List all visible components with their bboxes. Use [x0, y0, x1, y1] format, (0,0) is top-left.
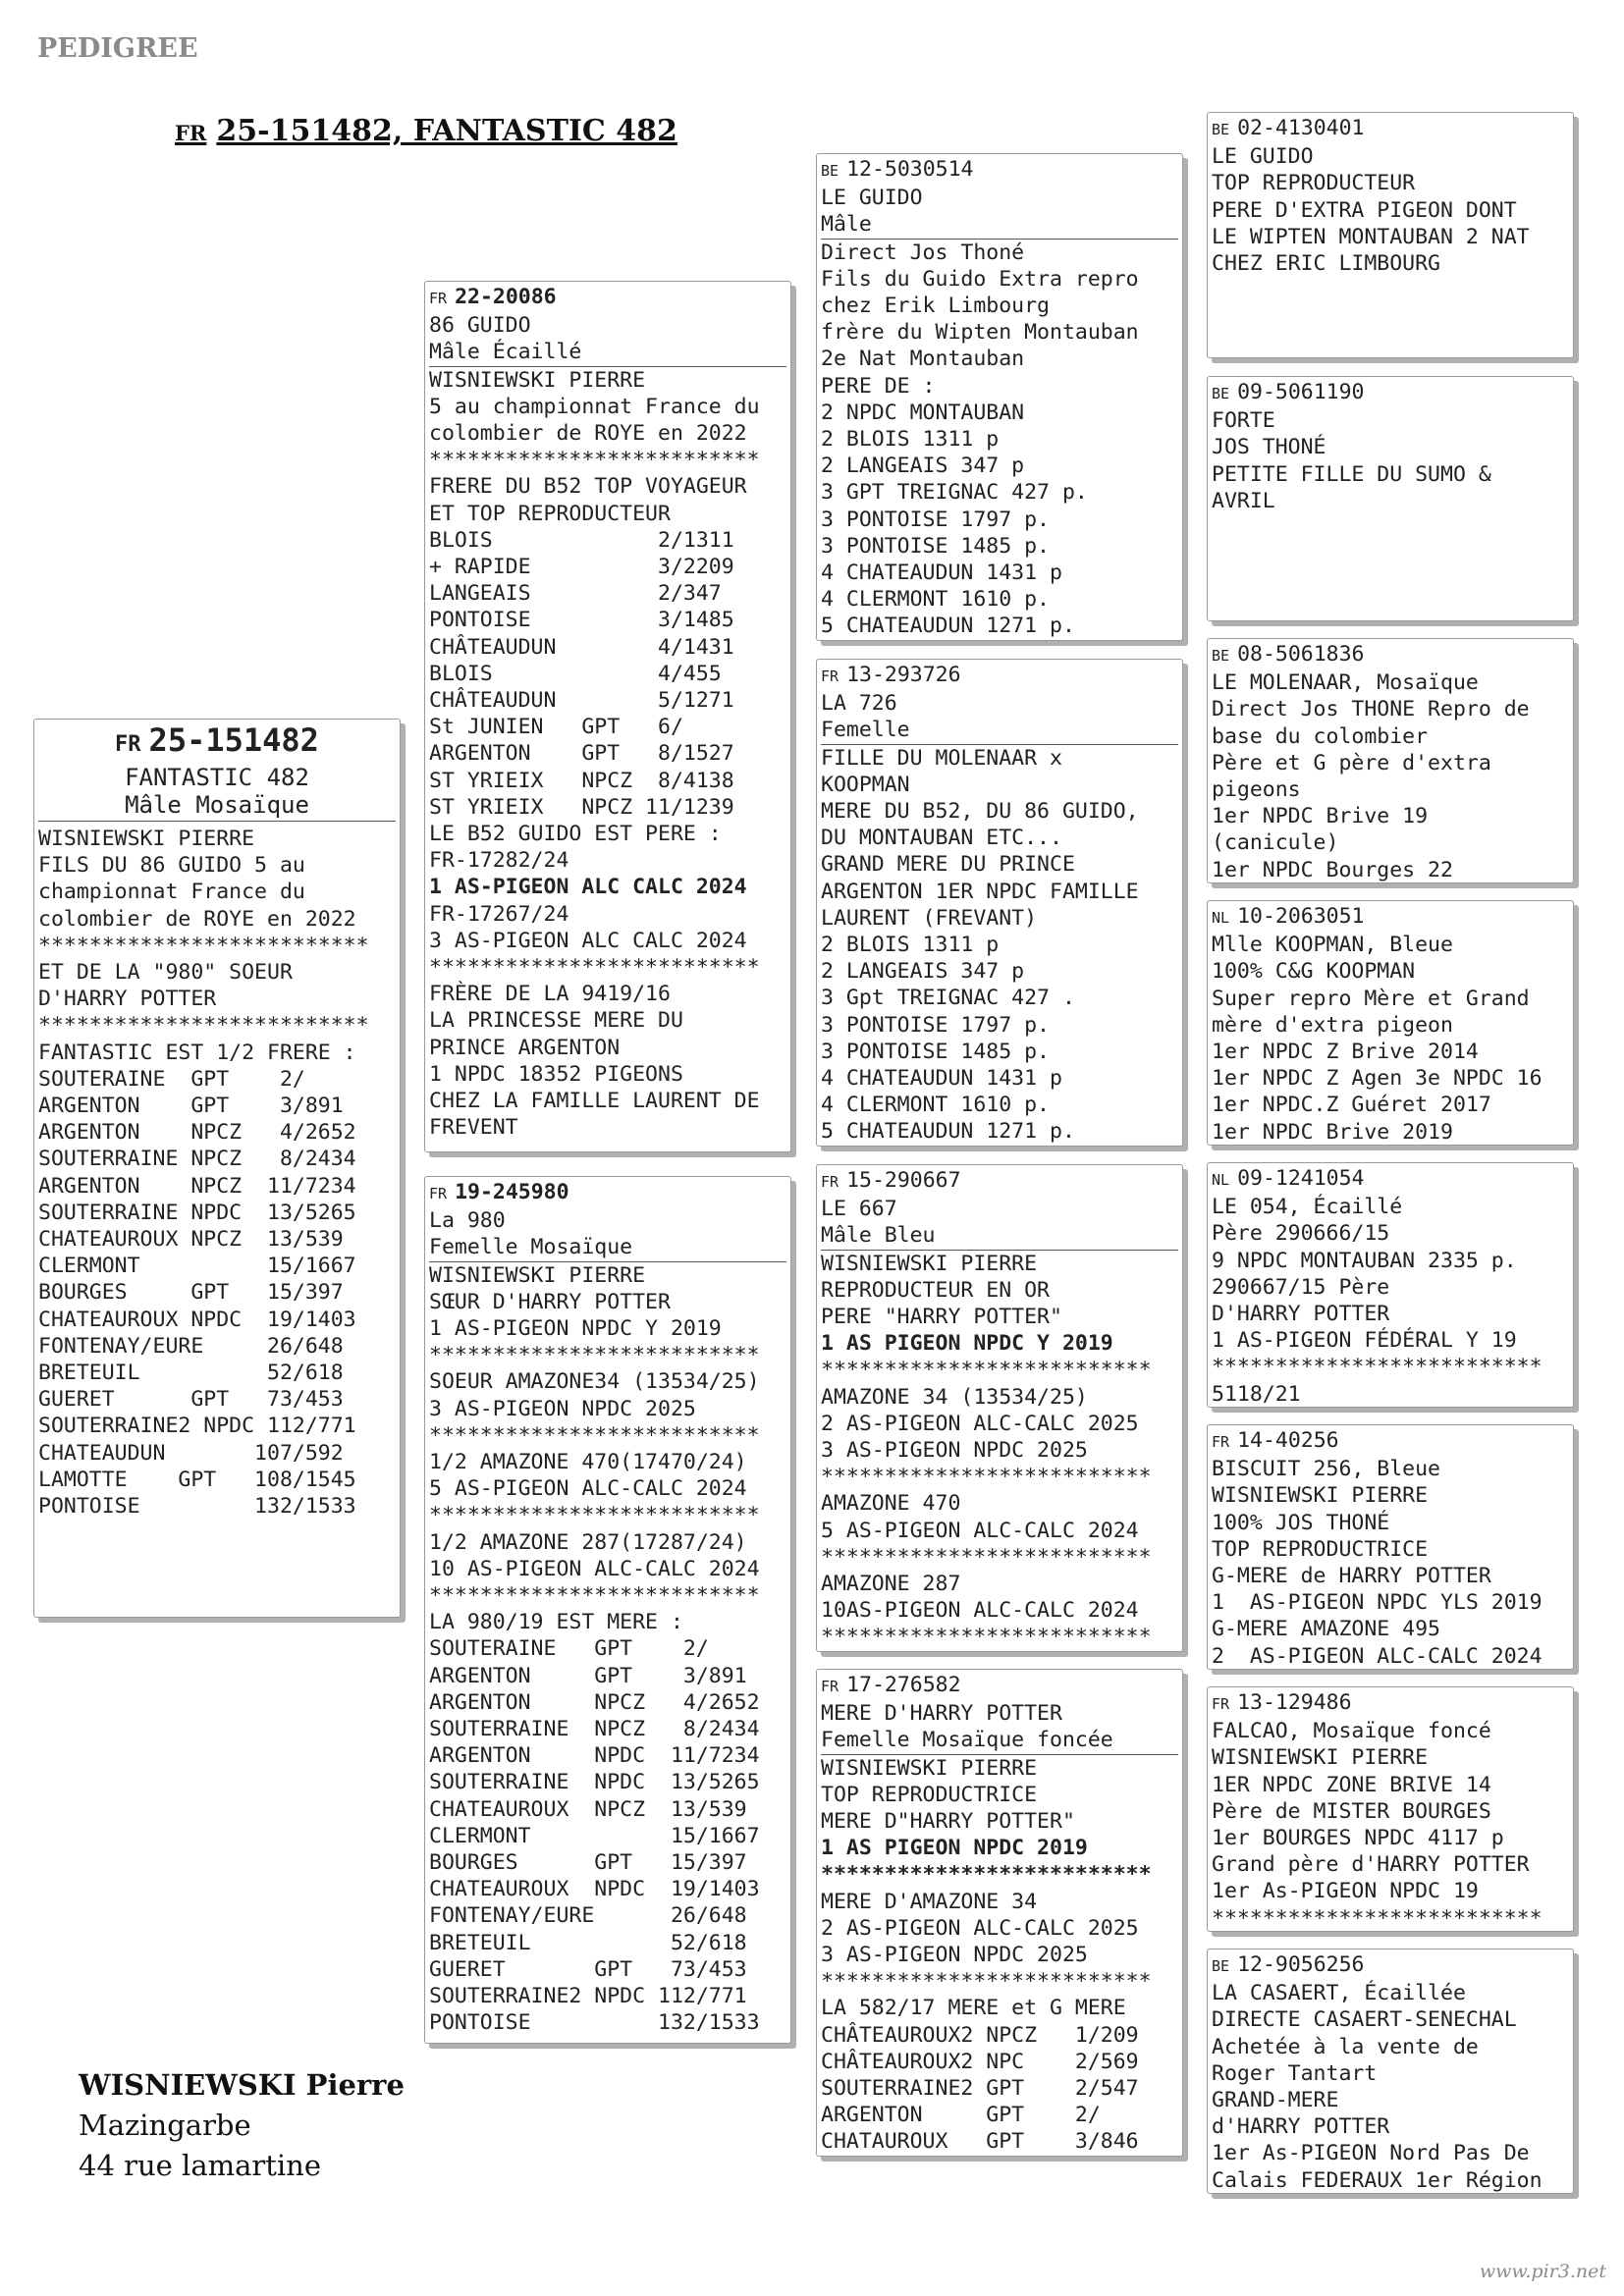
note-line: LAMOTTE GPT 108/1545: [38, 1467, 356, 1492]
note-line: BOURGES GPT 15/397: [429, 1850, 747, 1876]
note-line: Roger Tantart: [1212, 2060, 1378, 2086]
note-line: 5 au championnat France du: [429, 394, 760, 419]
note-line: 10 AS-PIGEON ALC-CALC 2024: [429, 1556, 760, 1581]
country-code: FR: [175, 121, 207, 145]
ring-number: 25-151482: [148, 721, 319, 759]
note-line: **************************: [38, 1013, 369, 1039]
sire-dam-card: [816, 659, 1183, 1147]
note-line: 9 NPDC MONTAUBAN 2335 p.: [1212, 1248, 1517, 1273]
country-code: BE: [1212, 385, 1230, 402]
note-line: WISNIEWSKI PIERRE: [1212, 1745, 1429, 1771]
note-line: 100% C&G KOOPMAN: [1212, 959, 1416, 985]
note-line: CHATEAUROUX NPDC 19/1403: [429, 1877, 760, 1902]
note-line: PONTOISE 3/1485: [429, 608, 734, 633]
country-code: BE: [1212, 1957, 1230, 1975]
note-line: BOURGES GPT 15/397: [38, 1280, 344, 1306]
note-line: LE MOLENAAR, Mosaïque: [1212, 670, 1479, 696]
note-line: 5 AS-PIGEON ALC-CALC 2024: [429, 1476, 747, 1502]
sire-card: [424, 281, 791, 1152]
note-line: CHATEAUROUX NPCZ 13/539: [38, 1227, 344, 1253]
note-line: LE WIPTEN MONTAUBAN 2 NAT: [1212, 224, 1530, 249]
note-line: frère du Wipten Montauban: [821, 320, 1139, 346]
ring-number: 02-4130401: [1237, 116, 1365, 140]
note-line: SOUTERAINE GPT 2/: [429, 1636, 709, 1662]
ring-number: 22-20086: [455, 285, 557, 309]
note-line: ARGENTON GPT 2/: [821, 2103, 1101, 2128]
dam-dam-card: [816, 1669, 1183, 2157]
note-line: PERE "HARRY POTTER": [821, 1305, 1062, 1330]
note-line: MERE DU B52, DU 86 GUIDO,: [821, 799, 1139, 825]
owner-block: [79, 2065, 405, 2186]
note-line: DIRECTE CASAERT-SENECHAL: [1212, 2007, 1517, 2033]
note-line: **************************: [1212, 1355, 1543, 1380]
note-line: ARGENTON NPCZ 11/7234: [38, 1173, 356, 1199]
note-line: WISNIEWSKI PIERRE: [821, 1251, 1038, 1276]
note-line: 3 PONTOISE 1797 p.: [821, 507, 1050, 532]
note-line: LANGEAIS 2/347: [429, 581, 722, 607]
pedigree-notes: [429, 1262, 786, 2037]
note-line: 3 PONTOISE 1485 p.: [821, 533, 1050, 559]
note-line: MERE D"HARRY POTTER": [821, 1809, 1075, 1835]
note-line: Direct Jos Thoné: [821, 240, 1025, 265]
note-line: WISNIEWSKI PIERRE: [429, 1262, 646, 1288]
note-line: 3 PONTOISE 1485 p.: [821, 1039, 1050, 1064]
country-code: FR: [1212, 1433, 1230, 1451]
pedigree-notes: [1212, 1980, 1569, 2194]
pedigree-notes: [1212, 143, 1569, 277]
note-line: AMAZONE 34 (13534/25): [821, 1384, 1088, 1410]
note-line: WISNIEWSKI PIERRE: [429, 367, 646, 393]
note-line: 4 CLERMONT 1610 p.: [821, 587, 1050, 613]
note-line: Direct Jos THONE Repro de: [1212, 697, 1530, 722]
note-line: 1 AS-PIGEON FÉDÉRAL Y 19: [1212, 1328, 1517, 1354]
note-line: D'HARRY POTTER: [1212, 1302, 1390, 1327]
country-code: FR: [429, 290, 448, 307]
country-code: FR: [115, 732, 141, 757]
note-line: 2 AS-PIGEON ALC-CALC 2025: [821, 1411, 1139, 1436]
pigeon-sex-color: Mâle Écaillé: [429, 339, 786, 366]
note-line: CHEZ ERIC LIMBOURG: [1212, 251, 1440, 277]
note-line: ARGENTON NPCZ 4/2652: [429, 1689, 760, 1715]
note-line: FR-17282/24: [429, 848, 569, 874]
note-line: PONTOISE 132/1533: [38, 1494, 356, 1520]
note-line: FILS DU 86 GUIDO 5 au: [38, 853, 305, 879]
note-line: colombier de ROYE en 2022: [38, 906, 356, 932]
note-line: CHATAUROUX GPT 3/846: [821, 2129, 1139, 2155]
note-line: ARGENTON GPT 3/891: [429, 1663, 747, 1688]
note-line: SOUTERAINE GPT 2/: [38, 1066, 305, 1092]
note-line: BLOIS 2/1311: [429, 527, 734, 553]
sire-sire-sire-card: [1207, 112, 1574, 358]
note-line: (canicule): [1212, 830, 1339, 856]
note-line: WISNIEWSKI PIERRE: [38, 827, 255, 851]
note-line: GUERET GPT 73/453: [429, 1956, 747, 1982]
note-line: ST YRIEIX NPCZ 11/1239: [429, 794, 734, 820]
note-line: d'HARRY POTTER: [1212, 2114, 1390, 2140]
pigeon-sex-color: Mâle: [821, 211, 1178, 239]
note-line: PONTOISE 132/1533: [429, 2010, 760, 2036]
note-line: 2 AS-PIGEON ALC-CALC 2025: [821, 1915, 1139, 1941]
note-line: MERE D'AMAZONE 34: [821, 1889, 1038, 1914]
ring-number: 13-129486: [1237, 1690, 1352, 1715]
note-line: LA PRINCESSE MERE DU: [429, 1008, 683, 1034]
note-line: Super repro Mère et Grand: [1212, 986, 1530, 1011]
dam-card: [424, 1176, 791, 2044]
note-line: LA 980/19 EST MERE :: [429, 1610, 683, 1635]
note-line: **************************: [821, 1544, 1152, 1570]
note-line: PRINCE ARGENTON: [429, 1035, 621, 1060]
note-line: CHATEAUROUX NPCZ 13/539: [429, 1796, 747, 1822]
note-line: 4 CLERMONT 1610 p.: [821, 1093, 1050, 1118]
note-line: PERE D'EXTRA PIGEON DONT: [1212, 197, 1517, 223]
ring-number: 15-290667: [846, 1168, 961, 1193]
dam-sire-sire-card: [1207, 1162, 1574, 1408]
owner-address: 44 rue lamartine: [79, 2149, 322, 2182]
pedigree-notes: [429, 367, 786, 1142]
note-line: FREVENT: [429, 1115, 518, 1141]
note-line: 1 AS-PIGEON NPDC YLS 2019: [1212, 1590, 1543, 1616]
dam-sire-dam-card: [1207, 1424, 1574, 1670]
note-line: 1/2 AMAZONE 470(17470/24): [429, 1450, 747, 1475]
note-line: 2 LANGEAIS 347 p: [821, 454, 1025, 479]
note-line: 1 AS PIGEON NPDC 2019: [821, 1836, 1088, 1861]
sire-dam-dam-card: [1207, 900, 1574, 1146]
note-line: 3 AS-PIGEON NPDC 2025: [821, 1943, 1088, 1968]
pedigree-notes: [1212, 407, 1569, 514]
note-line: BISCUIT 256, Bleue: [1212, 1457, 1440, 1482]
ring-number: 12-9056256: [1237, 1952, 1365, 1977]
note-line: G-MERE de HARRY POTTER: [1212, 1564, 1491, 1589]
ring-number: 19-245980: [455, 1180, 569, 1204]
owner-name: WISNIEWSKI Pierre: [79, 2068, 405, 2102]
note-line: LE 054, Écaillé: [1212, 1195, 1403, 1220]
note-line: Père 290666/15: [1212, 1221, 1390, 1247]
note-line: CHEZ LA FAMILLE LAURENT DE: [429, 1089, 760, 1114]
note-line: 4 CHATEAUDUN 1431 p: [821, 1066, 1062, 1092]
pedigree-notes: [821, 240, 1178, 640]
pedigree-notes: [1212, 932, 1569, 1146]
country-code: NL: [1212, 909, 1230, 927]
pigeon-sex-color: Mâle Bleu: [821, 1222, 1178, 1250]
note-line: Mlle KOOPMAN, Bleue: [1212, 933, 1453, 958]
note-line: 100% JOS THONÉ: [1212, 1510, 1390, 1535]
note-line: 2e Nat Montauban: [821, 347, 1025, 372]
note-line: ARGENTON GPT 3/891: [38, 1094, 344, 1119]
pedigree-notes: [38, 826, 396, 1520]
country-code: BE: [1212, 647, 1230, 665]
note-line: BLOIS 4/455: [429, 661, 722, 686]
note-line: LA CASAERT, Écaillée: [1212, 1981, 1466, 2006]
note-line: colombier de ROYE en 2022: [429, 421, 747, 447]
pigeon-name: LA 726: [821, 691, 897, 717]
note-line: **************************: [38, 933, 369, 958]
note-line: 2 NPDC MONTAUBAN: [821, 400, 1025, 425]
note-line: FALCAO, Mosaïque foncé: [1212, 1719, 1491, 1744]
note-line: mère d'extra pigeon: [1212, 1012, 1453, 1038]
note-line: ST YRIEIX NPCZ 8/4138: [429, 768, 734, 793]
note-line: DU MONTAUBAN ETC...: [821, 826, 1062, 851]
note-line: 2 BLOIS 1311 p: [821, 933, 1000, 958]
note-line: BRETEUIL 52/618: [38, 1361, 344, 1386]
note-line: CHÂTEAUDUN 4/1431: [429, 634, 734, 660]
country-code: FR: [821, 667, 839, 685]
ring-number: 08-5061836: [1237, 642, 1365, 667]
note-line: WISNIEWSKI PIERRE: [821, 1755, 1038, 1781]
note-line: PETITE FILLE DU SUMO &: [1212, 461, 1491, 487]
ring-number: 09-1241054: [1237, 1166, 1365, 1191]
note-line: **************************: [821, 1969, 1152, 1995]
pedigree-notes: [1212, 669, 1569, 883]
note-line: 1 NPDC 18352 PIGEONS: [429, 1061, 683, 1087]
note-line: 3 PONTOISE 1797 p.: [821, 1012, 1050, 1038]
note-line: ARGENTON NPDC 11/7234: [429, 1743, 760, 1769]
note-line: 1er As-PIGEON NPDC 19: [1212, 1879, 1479, 1904]
dam-dam-sire-card: [1207, 1686, 1574, 1932]
note-line: AVRIL: [1212, 488, 1275, 513]
note-line: **************************: [429, 1583, 760, 1609]
page-header-title: PEDIGREE: [37, 33, 198, 64]
note-line: WISNIEWSKI PIERRE: [1212, 1483, 1429, 1509]
note-line: **************************: [429, 1422, 760, 1448]
pigeon-name: LE GUIDO: [821, 186, 923, 211]
pigeon-name: 86 GUIDO: [429, 313, 531, 339]
ring-number: 10-2063051: [1237, 904, 1365, 929]
note-line: **************************: [429, 1503, 760, 1528]
note-line: 290667/15 Père: [1212, 1274, 1390, 1300]
title-text: 25-151482, FANTASTIC 482: [216, 114, 677, 148]
note-line: 2 BLOIS 1311 p: [821, 427, 1000, 453]
note-line: **************************: [429, 955, 760, 981]
note-line: PERE DE :: [821, 373, 936, 399]
note-line: CHÂTEAUROUX2 NPC 2/569: [821, 2049, 1139, 2074]
note-line: SOUTERRAINE NPDC 13/5265: [38, 1200, 356, 1225]
note-line: GUERET GPT 73/453: [38, 1387, 344, 1413]
note-line: 1er NPDC Z Agen 3e NPDC 16: [1212, 1066, 1543, 1092]
note-line: CHATEAUDUN 107/592: [38, 1440, 344, 1466]
note-line: **************************: [821, 1358, 1152, 1383]
note-line: 1er NPDC.Z Guéret 2017: [1212, 1093, 1491, 1118]
pigeon-sex-color: Femelle: [821, 717, 1178, 744]
note-line: 2 LANGEAIS 347 p: [821, 959, 1025, 985]
note-line: LE GUIDO: [1212, 144, 1314, 170]
country-code: FR: [821, 1173, 839, 1191]
note-line: KOOPMAN: [821, 772, 910, 797]
note-line: CLERMONT 15/1667: [38, 1254, 356, 1279]
note-line: SOUTERRAINE NPDC 13/5265: [429, 1770, 760, 1795]
note-line: 2 AS-PIGEON ALC-CALC 2024: [1212, 1643, 1543, 1669]
note-line: TOP REPRODUCTRICE: [1212, 1536, 1429, 1562]
note-line: ET DE LA "980" SOEUR: [38, 960, 293, 986]
owner-city: Mazingarbe: [79, 2109, 251, 2142]
pigeon-sex-color: Mâle Mosaïque: [38, 791, 396, 822]
note-line: FILLE DU MOLENAAR x: [821, 745, 1062, 771]
note-line: D'HARRY POTTER: [38, 987, 217, 1012]
dam-dam-dam-card: [1207, 1949, 1574, 2194]
note-line: SOEUR AMAZONE34 (13534/25): [429, 1369, 760, 1395]
note-line: CHATEAUROUX NPDC 19/1403: [38, 1307, 356, 1332]
sire-dam-sire-card: [1207, 638, 1574, 883]
sire-sire-dam-card: [1207, 376, 1574, 621]
pigeon-name: La 980: [429, 1208, 506, 1234]
pigeon-name: LE 667: [821, 1197, 897, 1222]
note-line: AMAZONE 470: [821, 1491, 961, 1517]
note-line: pigeons: [1212, 777, 1301, 803]
note-line: TOP REPRODUCTRICE: [821, 1782, 1038, 1807]
note-line: FONTENAY/EURE 26/648: [38, 1333, 344, 1359]
pigeon-name: FANTASTIC 482: [125, 764, 309, 791]
note-line: Père et G père d'extra: [1212, 750, 1491, 775]
note-line: 5 CHATEAUDUN 1271 p.: [821, 1119, 1075, 1145]
note-line: 3 AS-PIGEON NPDC 2025: [821, 1438, 1088, 1464]
note-line: 1ER NPDC ZONE BRIVE 14: [1212, 1772, 1491, 1797]
note-line: FORTE: [1212, 408, 1275, 434]
note-line: SOUTERRAINE2 NPDC 112/771: [429, 1984, 747, 2009]
note-line: FR-17267/24: [429, 901, 569, 927]
note-line: **************************: [821, 1625, 1152, 1650]
ring-number: 13-293726: [846, 663, 961, 687]
note-line: Fils du Guido Extra repro: [821, 266, 1139, 292]
note-line: ET TOP REPRODUCTEUR: [429, 501, 671, 526]
pigeon-name: MERE D'HARRY POTTER: [821, 1701, 1062, 1727]
note-line: 1er NPDC Brive 2019: [1212, 1119, 1453, 1145]
pigeon-sex-color: Femelle Mosaïque foncée: [821, 1727, 1178, 1754]
note-line: chez Erik Limbourg: [821, 294, 1050, 319]
note-line: FRERE DU B52 TOP VOYAGEUR: [429, 474, 747, 500]
note-line: Grand père d'HARRY POTTER: [1212, 1852, 1530, 1878]
note-line: **************************: [821, 1465, 1152, 1490]
country-code: BE: [821, 162, 839, 180]
ring-number: 09-5061190: [1237, 380, 1365, 404]
note-line: FRÈRE DE LA 9419/16: [429, 982, 671, 1007]
pedigree-notes: [821, 745, 1178, 1146]
note-line: 3 Gpt TREIGNAC 427 .: [821, 986, 1075, 1011]
note-line: base du colombier: [1212, 723, 1429, 749]
pedigree-notes: [1212, 1456, 1569, 1670]
note-line: G-MERE AMAZONE 495: [1212, 1617, 1440, 1642]
footer-watermark: www.pir3.net: [1479, 2261, 1606, 2282]
note-line: 5118/21: [1212, 1381, 1301, 1407]
note-line: FANTASTIC EST 1/2 FRERE :: [38, 1040, 356, 1065]
note-line: LE B52 GUIDO EST PERE :: [429, 822, 722, 847]
ring-number: 17-276582: [846, 1673, 961, 1697]
note-line: 1er BOURGES NPDC 4117 p: [1212, 1826, 1504, 1851]
note-line: 5 CHATEAUDUN 1271 p.: [821, 614, 1075, 639]
note-line: Père de MISTER BOURGES: [1212, 1798, 1491, 1824]
note-line: ARGENTON NPCZ 4/2652: [38, 1120, 356, 1146]
subject-header: [38, 721, 396, 822]
note-line: 3 AS-PIGEON NPDC 2025: [429, 1396, 696, 1421]
note-line: 5 AS-PIGEON ALC-CALC 2024: [821, 1518, 1139, 1543]
note-line: CLERMONT 15/1667: [429, 1823, 760, 1848]
country-code: FR: [429, 1185, 448, 1202]
note-line: **************************: [1212, 1905, 1543, 1931]
note-line: 1er As-PIGEON Nord Pas De: [1212, 2141, 1530, 2166]
note-line: GRAND-MERE: [1212, 2088, 1339, 2113]
note-line: Calais FEDERAUX 1er Région: [1212, 2167, 1543, 2193]
note-line: 4 CHATEAUDUN 1431 p: [821, 561, 1062, 586]
note-line: SOUTERRAINE2 GPT 2/547: [821, 2076, 1139, 2102]
note-line: SOUTERRAINE NPCZ 8/2434: [38, 1147, 356, 1172]
note-line: ARGENTON GPT 8/1527: [429, 741, 734, 767]
pedigree-notes: [821, 1251, 1178, 1651]
pedigree-notes: [1212, 1194, 1569, 1408]
pedigree-notes: [821, 1755, 1178, 2156]
note-line: LA 582/17 MERE et G MERE: [821, 1996, 1126, 2021]
country-code: FR: [1212, 1695, 1230, 1713]
note-line: Achetée à la vente de: [1212, 2034, 1479, 2059]
country-code: NL: [1212, 1171, 1230, 1189]
note-line: CHÂTEAUDUN 5/1271: [429, 688, 734, 714]
note-line: SŒUR D'HARRY POTTER: [429, 1289, 671, 1314]
note-line: 1 AS PIGEON NPDC Y 2019: [821, 1331, 1113, 1357]
note-line: **************************: [429, 448, 760, 473]
pigeon-sex-color: Femelle Mosaïque: [429, 1234, 786, 1261]
note-line: 1 AS-PIGEON NPDC Y 2019: [429, 1316, 722, 1342]
pedigree-notes: [1212, 1718, 1569, 1932]
note-line: 1 AS-PIGEON ALC CALC 2024: [429, 875, 747, 900]
note-line: 1/2 AMAZONE 287(17287/24): [429, 1529, 747, 1555]
ring-number: 12-5030514: [846, 157, 974, 182]
note-line: 1er NPDC Brive 19: [1212, 804, 1429, 829]
note-line: CHÂTEAUROUX2 NPCZ 1/209: [821, 2022, 1139, 2048]
note-line: 10AS-PIGEON ALC-CALC 2024: [821, 1598, 1139, 1624]
note-line: 3 GPT TREIGNAC 427 p.: [821, 480, 1088, 506]
note-line: SOUTERRAINE2 NPDC 112/771: [38, 1414, 356, 1439]
note-line: ARGENTON 1ER NPDC FAMILLE: [821, 879, 1139, 904]
note-line: LAURENT (FREVANT): [821, 905, 1038, 931]
sire-sire-card: [816, 153, 1183, 641]
note-line: GRAND MERE DU PRINCE: [821, 852, 1075, 878]
note-line: FONTENAY/EURE 26/648: [429, 1903, 747, 1929]
note-line: **************************: [821, 1862, 1152, 1888]
country-code: BE: [1212, 121, 1230, 138]
note-line: REPRODUCTEUR EN OR: [821, 1277, 1050, 1303]
page-title: [175, 114, 677, 148]
note-line: **************************: [429, 1343, 760, 1368]
subject-card: [33, 719, 401, 1618]
note-line: JOS THONÉ: [1212, 435, 1326, 460]
note-line: BRETEUIL 52/618: [429, 1930, 747, 1955]
ring-number: 14-40256: [1237, 1428, 1339, 1453]
dam-sire-card: [816, 1164, 1183, 1652]
note-line: 3 AS-PIGEON ALC CALC 2024: [429, 928, 747, 953]
note-line: + RAPIDE 3/2209: [429, 555, 734, 580]
note-line: TOP REPRODUCTEUR: [1212, 171, 1416, 196]
note-line: 1er NPDC Bourges 22: [1212, 857, 1453, 882]
note-line: championnat France du: [38, 880, 305, 905]
note-line: St JUNIEN GPT 6/: [429, 715, 683, 740]
country-code: FR: [821, 1678, 839, 1695]
note-line: AMAZONE 287: [821, 1572, 961, 1597]
note-line: 1er NPDC Z Brive 2014: [1212, 1040, 1479, 1065]
note-line: SOUTERRAINE NPCZ 8/2434: [429, 1717, 760, 1742]
